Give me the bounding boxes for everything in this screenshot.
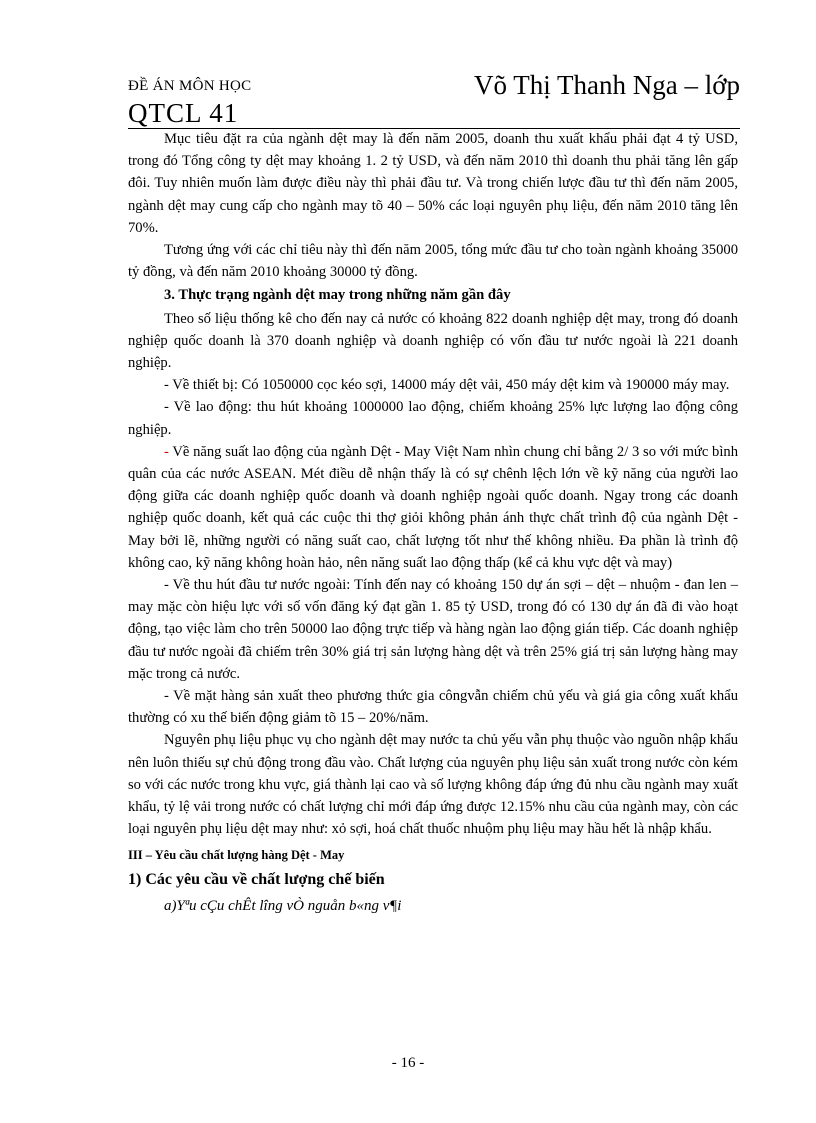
page-body <box>128 128 738 919</box>
paragraph-labor: - Về lao động: thu hút khoảng 1000000 lao động, chiếm khoảng 25% lực lượng lao động công nghiệp. <box>128 399 738 438</box>
paragraph-fdi: - Về thu hút đầu tư nước ngoài: Tính đến nay có khoảng 150 dự án sợi – dệt – nhuộm - đan len – may mặc còn hiệu lực với số vốn đăng ký đạt gần 1. 85 tỷ USD, trong đó có 130 dự án đã đi vào hoạt động, tạo việc làm cho trên 50000 lao động trực tiếp và hàng ngàn lao động gián tiếp. Các doanh nghiệp đầu tư nước ngoài đã chiếm trên 30% giá trị sản lượng hàng dệt và trên 25% giá trị sản lượng hàng may mặc trong cả nước. <box>128 577 738 682</box>
header-class: QTCL 41 <box>128 98 239 128</box>
paragraph-investment: Tương ứng với các chỉ tiêu này thì đến năm 2005, tổng mức đầu tư cho toàn ngành khoảng 35000 tỷ đồng, và đến năm 2010 khoảng 30000 tỷ đồng. <box>128 242 738 281</box>
paragraph-products: - Về mặt hàng sản xuất theo phương thức gia côngvẫn chiếm chủ yếu và giá gia công xuất khẩu thường có xu thế biến động giảm tõ 15 – 20%/năm. <box>128 688 738 727</box>
productivity-text: Về năng suất lao động của ngành Dệt - May Việt Nam nhìn chung chỉ bằng 2/ 3 so với mức bình quân của các nước ASEAN. Mét điều dễ nhận thấy là có sự chênh lệch lớn về kỹ năng của người lao động giữa các doanh nghiệp quốc doanh và doanh nghiệp ngoài quốc doanh. Ngay trong các doanh nghiệp quốc doanh, kết quả các cuộc thi thợ giỏi không phản ánh thực chất trình độ của ngành Dệt - May bởi lẽ, những người có năng suất cao, chất lượng tốt như thế không nhiều. Đa phần là trình độ không cao, kỹ năng không hoàn hảo, nên năng suất lao động thấp (kể cả khu vực dệt và may) <box>128 443 738 571</box>
paragraph-enterprise-count: Theo số liệu thống kê cho đến nay cả nước có khoảng 822 doanh nghiệp dệt may, trong đó doanh nghiệp quốc doanh là 370 doanh nghiệp và doanh nghiệp có vốn đầu tư nước ngoài là 221 doanh nghiệp. <box>128 310 738 372</box>
header-course-title: ĐỀ ÁN MÔN HỌC <box>128 78 252 94</box>
page-header <box>128 70 740 130</box>
paragraph-goals: Mục tiêu đặt ra của ngành dệt may là đến năm 2005, doanh thu xuất khẩu phải đạt 4 tỷ USD, trong đó Tổng công ty dệt may khoảng 1. 2 tỷ USD, và đến năm 2010 thì doanh thu phải tăng lên gấp đôi. Tuy nhiên muốn làm được điều này thì phải đầu tư. Và trong chiến lược đầu tư thì đến năm 2005, ngành dệt may cung cấp cho ngành may tõ 40 – 50% các loại nguyên phụ liệu, đến năm 2010 tăng lên 70%. <box>128 131 738 236</box>
paragraph-equipment: - Về thiết bị: Có 1050000 cọc kéo sợi, 14000 máy dệt vải, 450 máy dệt kim và 190000 máy may. <box>164 377 730 394</box>
subsection-a-heading: a)Yªu cÇu chÊt lîng vÒ nguån b«ng v¶i <box>164 897 402 914</box>
subsection-1-heading: 1) Các yêu cầu về chất lượng chế biến <box>128 870 385 888</box>
section-iii-heading: III – Yêu cầu chất lượng hàng Dệt - May <box>128 847 345 862</box>
paragraph-productivity <box>128 441 738 574</box>
section-3-heading: 3. Thực trạng ngành dệt may trong những năm gần đây <box>164 287 511 304</box>
red-dash: - <box>164 443 169 460</box>
header-author: Võ Thị Thanh Nga – lớp <box>473 70 740 100</box>
paragraph-materials: Nguyên phụ liệu phục vụ cho ngành dệt may nước ta chủ yếu vẫn phụ thuộc vào nguồn nhập khẩu nên luôn thiếu sự chủ động trong đầu vào. Chất lượng của nguyên phụ liệu sản xuất trong nước còn kém so với các nước trong khu vực, giá thành lại cao và số lượng không đáp ứng đủ nhu cầu ngành may xuất khẩu, tỷ lệ vải trong nước có chất lượng chỉ mới đáp ứng được 12.15% nhu cầu của ngành may, còn các loại nguyên phụ liệu dệt may như: xỏ sợi, hoá chất thuốc nhuộm phụ liệu may hầu hết là nhập khẩu. <box>128 732 738 838</box>
page-number: - 16 - <box>391 1055 425 1071</box>
